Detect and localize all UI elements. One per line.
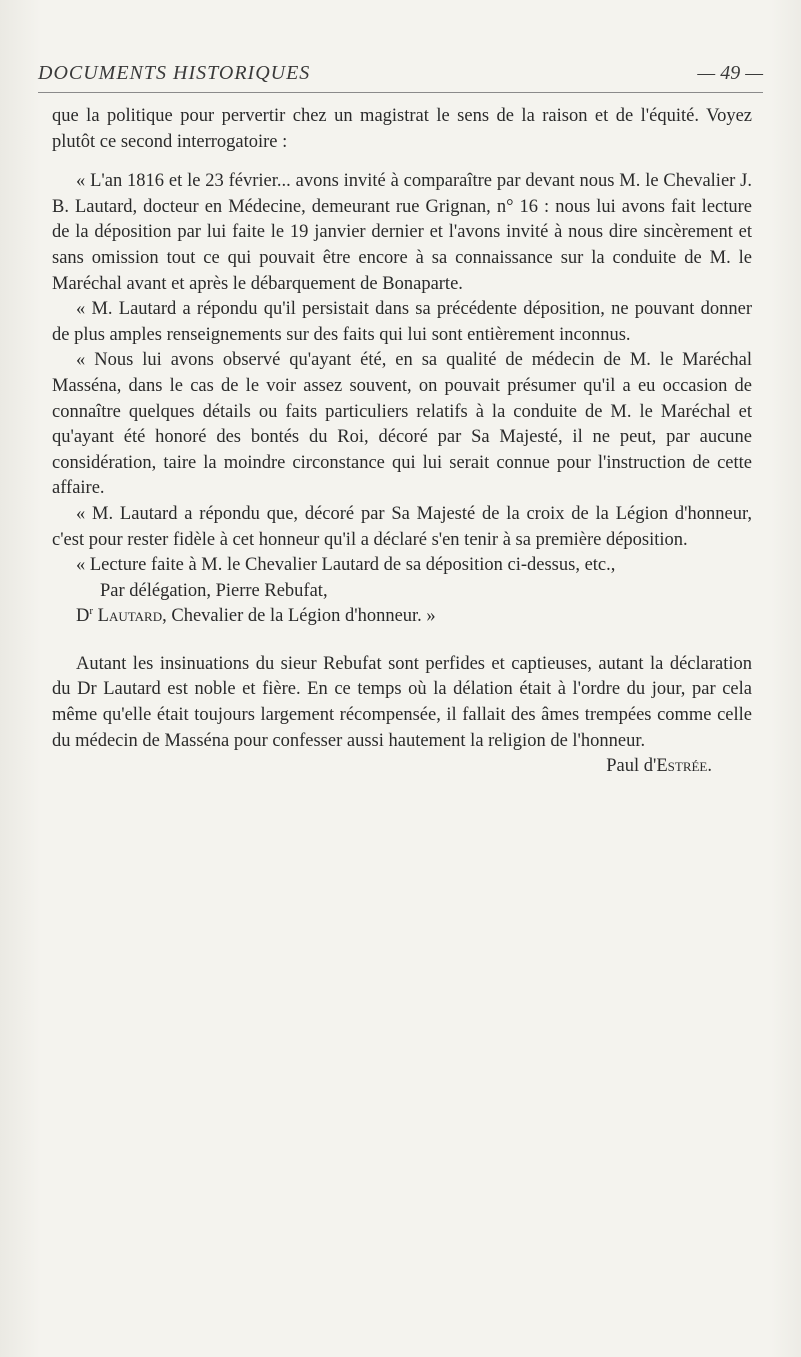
page-header [38, 52, 763, 92]
signature-rest: , Chevalier de la Légion d'honneur. » [162, 606, 436, 627]
quote-paragraph-2: « M. Lautard a répondu qu'il persistait dans sa précédente déposition, ne pouvant donner de plus amples renseignements sur des faits qui lui sont entièrement inconnus. [52, 299, 752, 345]
running-title: DOCUMENTS HISTORIQUES [38, 62, 311, 84]
signature-name: Lautard [97, 606, 163, 627]
header-rule [38, 92, 763, 93]
intro-paragraph: que la politique pour pervertir chez un magistrat le sens de la raison et de l'équité. Voyez plutôt ce second interrogatoire : [52, 106, 752, 152]
commentary-paragraph: Autant les insinuations du sieur Rebufat sont perfides et captieuses, autant la déclaration du Dr Lautard est noble et fière. En ce temps où la délation était à l'ordre du jour, par cela même qu'elle était toujours largement récompensée, il fallait des âmes trempées comme celle du médecin de Masséna pour confesser aussi hautement la religion de l'honneur. [52, 653, 752, 751]
author-last: Estrée. [656, 756, 712, 777]
page-number: — 49 — [697, 62, 763, 84]
body-text [52, 104, 752, 780]
quote-paragraph-3: « Nous lui avons observé qu'ayant été, en sa qualité de médecin de M. le Maréchal Masséna, dans le cas de le voir assez souvent, on pouvait présumer qu'il a eu occasion de connaître quelques détails ou faits particuliers relatifs à la conduite de M. le Maréchal et qu'ayant été honoré des bontés du Roi, décoré par Sa Majesté, il ne peut, par aucune considération, taire la moindre circonstance qui lui serait connue pour l'instruction de cette affaire. [52, 350, 752, 499]
quote-paragraph-4: « M. Lautard a répondu que, décoré par Sa Majesté de la croix de la Légion d'honneur, c'est pour rester fidèle à cet honneur qu'il a déclaré s'en tenir à sa première déposition. [52, 503, 752, 550]
author-first: Paul d' [606, 756, 657, 777]
quote-paragraph-1: « L'an 1816 et le 23 février... avons invité à comparaître par devant nous M. le Chevalier J. B. Lautard, docteur en Médecine, demeurant rue Grignan, n° 16 : nous lui avons fait lecture de la déposition par lui faite le 19 janvier dernier et l'avons invité à nous dire sincèrement et sans omission tout ce qui pouvait être encore à sa connaissance sur la conduite de M. le Maréchal avant et après le débarquement de Bonaparte. [52, 171, 752, 294]
signature-dr-sup: r [89, 605, 94, 618]
signature-dr: D [76, 606, 90, 627]
author-signature [52, 754, 752, 780]
signature-line-1: Par délégation, Pierre Rebufat, [100, 580, 328, 601]
signature-line-2 [52, 604, 752, 630]
quote-paragraph-5: « Lecture faite à M. le Chevalier Lautard de sa déposition ci-dessus, etc., [76, 555, 616, 576]
